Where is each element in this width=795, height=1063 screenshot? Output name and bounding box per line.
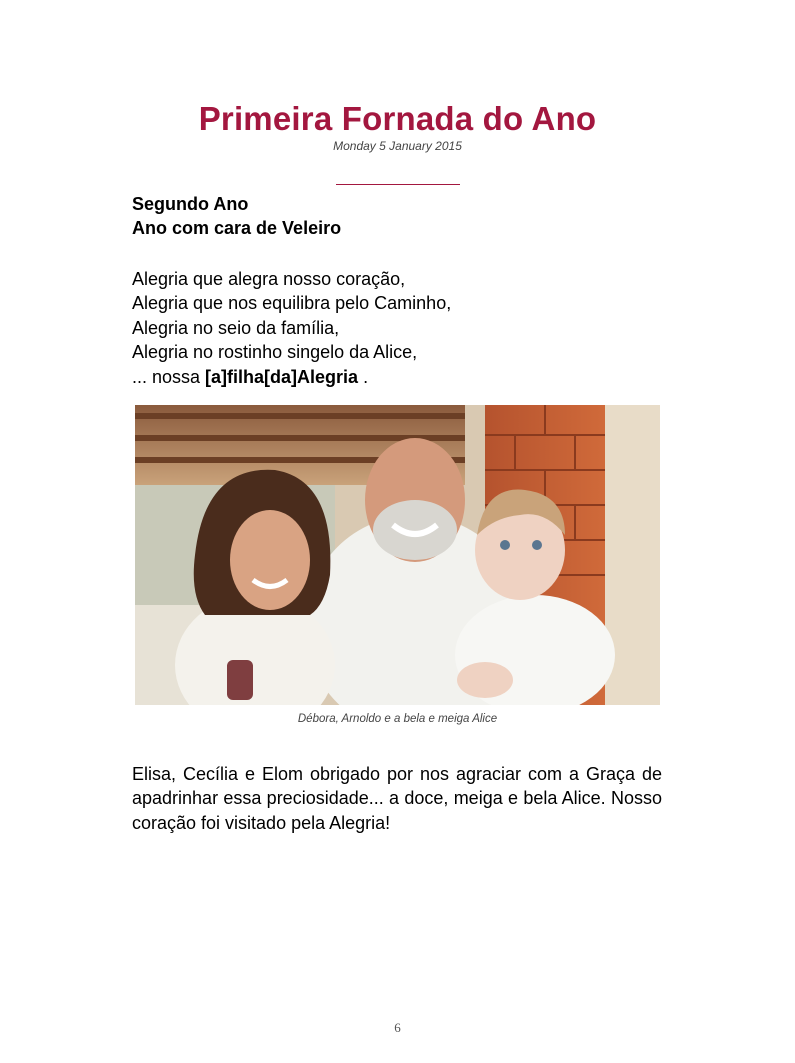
poem-line: Alegria que nos equilibra pelo Caminho, — [132, 293, 452, 314]
page-number: 6 — [394, 1020, 401, 1035]
poem-line: Alegria no rostinho singelo da Alice, — [132, 342, 418, 363]
family-photo-illustration — [135, 405, 660, 705]
poem-line: Alegria no seio da família, — [132, 317, 340, 338]
poem-last-suffix: . — [358, 366, 369, 387]
poem-last-prefix: ... nossa — [132, 366, 206, 387]
subheading-theme: Ano com cara de Veleiro — [132, 218, 342, 238]
poem-line: Alegria que alegra nosso coração, — [132, 269, 406, 289]
post-date: Monday 5 January 2015 — [333, 139, 462, 153]
title-divider — [336, 184, 460, 185]
poem-last-line — [132, 365, 451, 389]
alegria-tag-link[interactable]: [a]filha[da]Alegria — [205, 366, 359, 387]
photo-caption: Débora, Arnoldo e a bela e meiga Alice — [297, 713, 498, 725]
body-paragraph: Elisa, Cecília e Elom obrigado por nos agraciar com a Graça de apadrinhar essa preciosidade... a doce, meiga e bela Alice. Nosso coração foi visitado pela Alegria! — [132, 764, 662, 833]
subheading-year: Segundo Ano — [132, 194, 249, 214]
family-photo — [135, 405, 660, 705]
poem — [132, 267, 451, 389]
page-title: Primeira Fornada do Ano — [198, 100, 597, 137]
